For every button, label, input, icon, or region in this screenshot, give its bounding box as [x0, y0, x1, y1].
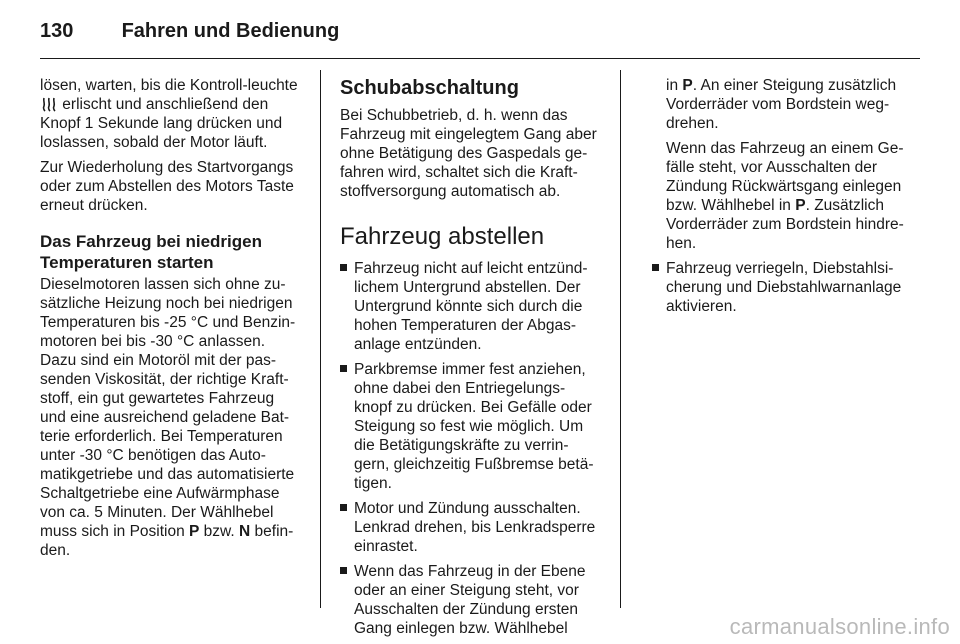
column-divider-1 [320, 70, 321, 608]
gear-position-p: P [189, 523, 200, 540]
text-run: befin-den. [40, 523, 294, 559]
bullet-square-icon [340, 264, 347, 271]
paragraph-dieselmotoren [40, 275, 302, 560]
list-item [652, 259, 904, 316]
gear-position-p: P [795, 197, 806, 214]
paragraph-schubbetrieb: Bei Schubbetrieb, d. h. wenn das Fahrzeug mit eingelegtem Gang aber ohne Betätigung des Gaspedals ge-fahren wird, schaltet sich die Kraft-stoffversorgung automatisch ab. [340, 107, 597, 200]
section-heading-schubabschaltung: Schubabschaltung [340, 77, 519, 99]
section-heading-niedrige-temperaturen: Das Fahrzeug bei niedrigen Temperaturen starten [40, 232, 262, 272]
list-item [340, 499, 602, 556]
paragraph-gefaelle [652, 139, 904, 253]
page-header [40, 16, 920, 46]
section-heading-fahrzeug-abstellen: Fahrzeug abstellen [340, 223, 545, 250]
bullet-square-icon [340, 567, 347, 574]
list-item-text: Motor und Zündung ausschalten. Lenkrad drehen, bis Lenkradsperre einrastet. [354, 500, 596, 555]
bullet-square-icon [340, 365, 347, 372]
glow-plug-icon [42, 97, 56, 112]
text-run: Wenn das Fahrzeug an einem Ge-fälle steht, vor Ausschalten der Zündung Rückwärtsgang einlegen bzw. Wählhebel in [666, 140, 904, 214]
column-2 [340, 76, 602, 644]
gear-position-p: P [682, 77, 693, 94]
list-item [340, 259, 602, 354]
text-run: . Zusätzlich Vorderräder zum Bordstein hindre-hen. [666, 197, 904, 252]
column-divider-2 [620, 70, 621, 608]
gear-position-n: N [239, 523, 251, 540]
text-run: Dieselmotoren lassen sich ohne zu-sätzliche Heizung noch bei niedrigen Temperaturen bis -25 °C und Benzin-motoren bei bis -30 °C anlassen. Dazu sind ein Motoröl mit der pas-senden Viskosität, der richtige Kraft-stoff, ein gut gewartetes Fahrzeug und eine ausreichend geladene Bat-terie erforderlich. Bei Temperaturen unter -30 °C benötigen das Auto-matikgetriebe und das automatisierte Schaltgetriebe eine Aufwärmphase von ca. 5 Minuten. Der Wählhebel muss sich in Position [40, 276, 296, 540]
list-item-text: Parkbremse immer fest anziehen, ohne dabei den Entriegelungs-knopf zu drücken. Bei Gefälle oder Steigung so fest wie möglich. Um die Betätigungskräfte zu verrin-gern, gleichzeitig Fußbremse betä-tigen. [354, 361, 594, 492]
header-rule [40, 58, 920, 59]
paragraph-kontrollleuchte [40, 76, 302, 152]
list-item-text: Fahrzeug verriegeln, Diebstahlsi-cherung und Diebstahlwarnanlage aktivieren. [666, 260, 902, 315]
paragraph-continuation [652, 76, 904, 133]
list-item [340, 360, 602, 493]
text-run: in [666, 77, 683, 94]
bullet-list-verriegeln [652, 259, 904, 316]
text-run: . An einer Steigung zusätzlich Vorderräder vom Bordstein weg-drehen. [666, 77, 897, 132]
bullet-list-abstellen [340, 259, 602, 638]
column-3 [652, 76, 904, 322]
bullet-square-icon [652, 264, 659, 271]
list-item-text: Fahrzeug nicht auf leicht entzünd-lichem Untergrund abstellen. Der Untergrund könnte sich durch die hohen Temperaturen der Abgas-anlage entzünden. [354, 260, 588, 353]
page-title: Fahren und Bedienung [121, 20, 340, 42]
bullet-square-icon [340, 504, 347, 511]
text-run: bzw. [199, 523, 240, 540]
list-item [340, 562, 602, 638]
text-run: erlischt und anschließend den Knopf 1 Sekunde lang drücken und loslassen, sobald der Motor läuft. [40, 96, 283, 151]
watermark: carmanualsonline.info [729, 614, 950, 639]
text-run: lösen, warten, bis die Kontroll-leuchte [40, 77, 298, 94]
page-number: 130 [40, 20, 74, 42]
list-item-text: Wenn das Fahrzeug in der Ebene oder an einer Steigung steht, vor Ausschalten der Zündung ersten Gang einlegen bzw. Wählhebel [354, 563, 586, 637]
column-1 [40, 76, 302, 566]
paragraph-wiederholung: Zur Wiederholung des Startvorgangs oder zum Abstellen des Motors Taste erneut drücken. [40, 159, 294, 214]
